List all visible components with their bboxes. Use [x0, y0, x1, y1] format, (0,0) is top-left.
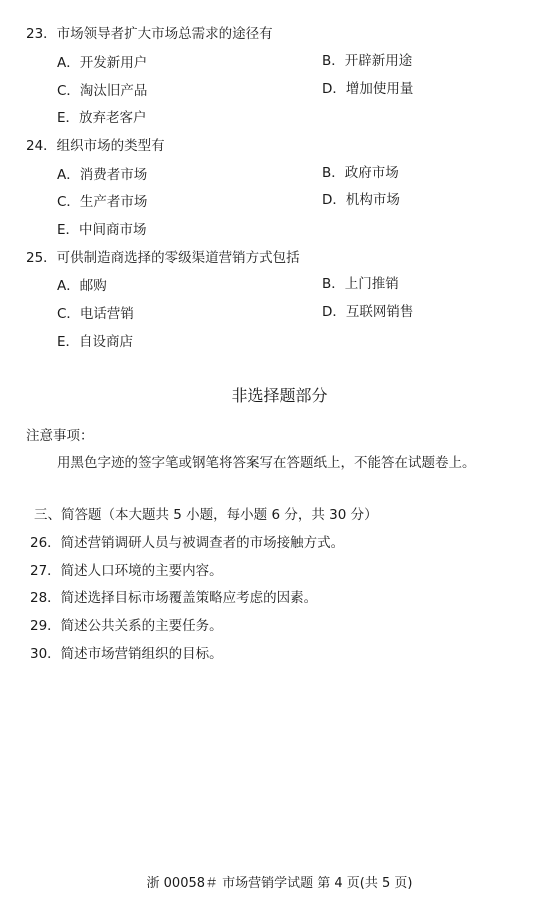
- question-23-option-c: C．淘汰旧产品: [57, 83, 148, 99]
- notice-heading: 注意事项：: [26, 428, 94, 444]
- question-23-option-b: B．开辟新用途: [322, 53, 413, 69]
- question-25-option-c: C．电话营销: [57, 306, 134, 322]
- section-title: 非选择题部分: [231, 386, 328, 405]
- question-23-option-e: E．放弃老客户: [57, 110, 147, 126]
- question-30: 30．简述市场营销组织的目标。: [30, 646, 223, 662]
- question-23-option-a: A．开发新用户: [57, 55, 148, 71]
- question-24-option-b: B．政府市场: [322, 165, 399, 181]
- page-footer: 浙 00058＃ 市场营销学试题 第 4 页(共 5 页): [146, 876, 413, 891]
- question-28: 28．简述选择目标市场覆盖策略应考虑的因素。: [30, 590, 318, 606]
- short-answer-heading: 三、简答题（本大题共 5 小题，每小题 6 分，共 30 分）: [34, 507, 378, 523]
- question-24-option-d: D．机构市场: [322, 192, 400, 208]
- question-27: 27．简述人口环境的主要内容。: [30, 563, 223, 579]
- question-29: 29．简述公共关系的主要任务。: [30, 618, 223, 634]
- question-24-option-c: C．生产者市场: [57, 194, 148, 210]
- question-23-stem: 23．市场领导者扩大市场总需求的途径有: [26, 26, 273, 42]
- question-25-option-a: A．邮购: [57, 278, 107, 294]
- question-23-option-d: D．增加使用量: [322, 81, 414, 97]
- question-26: 26．简述营销调研人员与被调查者的市场接触方式。: [30, 535, 345, 551]
- question-25-stem: 25．可供制造商选择的零级渠道营销方式包括: [26, 250, 300, 266]
- notice-text: 用黑色字迹的签字笔或钢笔将答案写在答题纸上，不能答在试题卷上。: [57, 455, 476, 471]
- question-25-option-d: D．互联网销售: [322, 304, 414, 320]
- question-25-option-b: B．上门推销: [322, 276, 399, 292]
- question-25-option-e: E．自设商店: [57, 334, 134, 350]
- question-24-option-a: A．消费者市场: [57, 167, 148, 183]
- question-24-stem: 24．组织市场的类型有: [26, 138, 165, 154]
- question-24-option-e: E．中间商市场: [57, 222, 147, 238]
